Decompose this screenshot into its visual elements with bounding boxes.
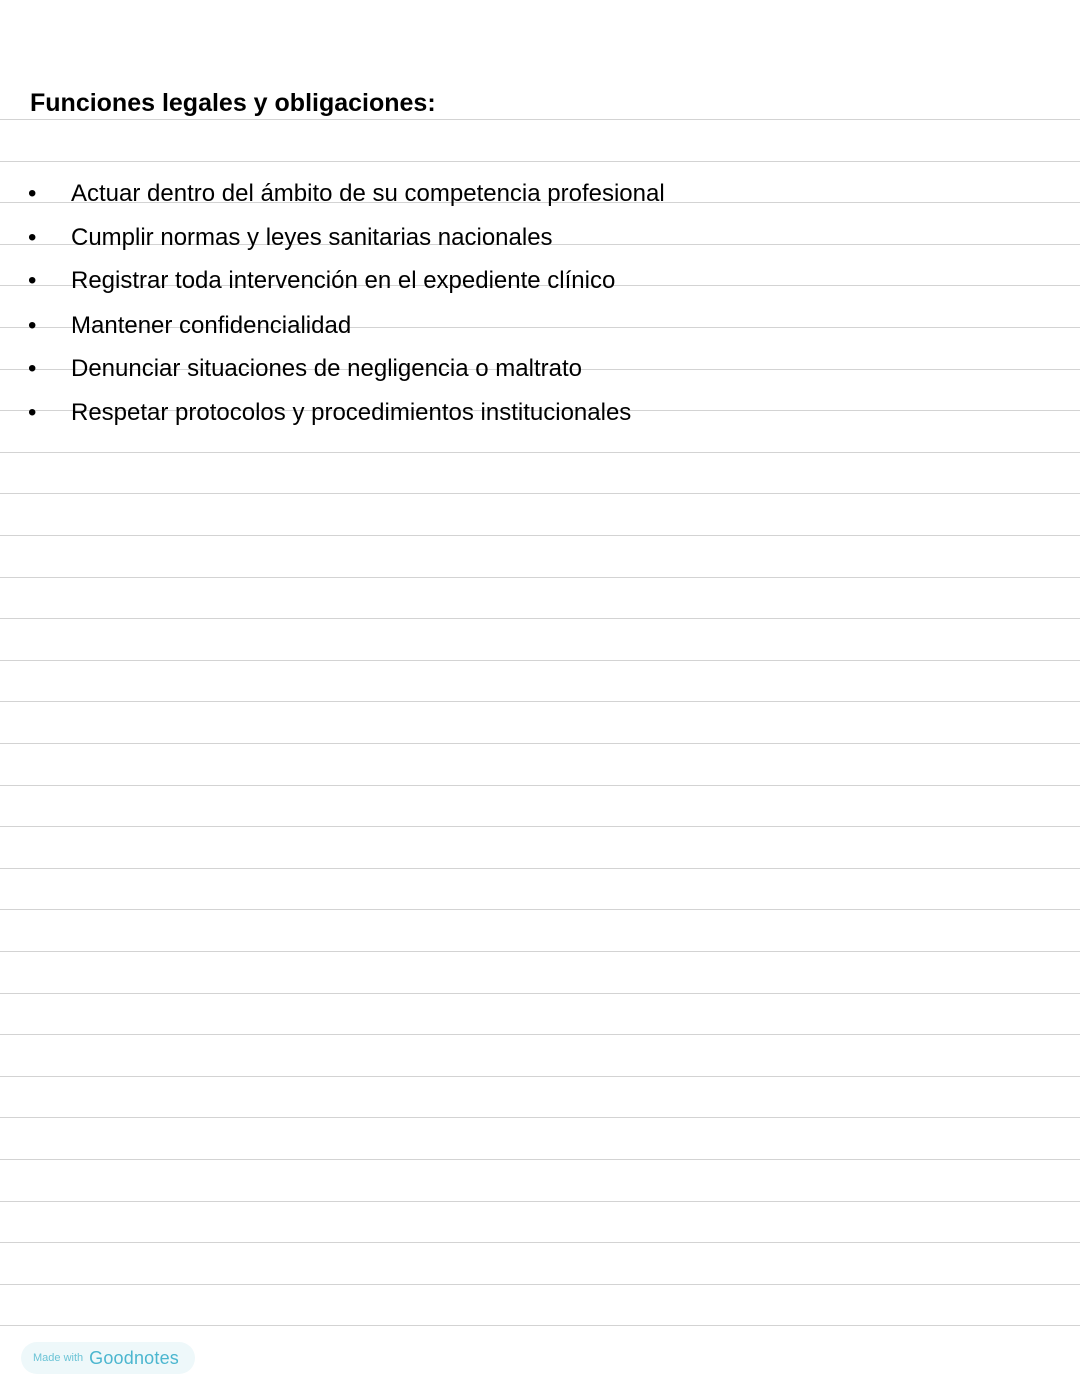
ruled-line <box>0 1284 1080 1285</box>
goodnotes-logo: Goodnotes <box>89 1347 180 1368</box>
badge-prefix: Made with <box>33 1352 84 1364</box>
made-with-goodnotes-badge[interactable] <box>21 1342 195 1374</box>
ruled-line <box>0 743 1080 744</box>
ruled-line <box>0 577 1080 578</box>
ruled-line <box>0 868 1080 869</box>
ruled-line <box>0 1076 1080 1077</box>
ruled-line <box>0 701 1080 702</box>
ruled-line <box>0 785 1080 786</box>
list-item-text: Registrar toda intervención en el expediente clínico <box>71 267 616 294</box>
ruled-line <box>0 161 1080 162</box>
ruled-line <box>0 909 1080 910</box>
ruled-line <box>0 951 1080 952</box>
ruled-line <box>0 493 1080 494</box>
bullet-icon: • <box>28 355 37 382</box>
ruled-line <box>0 1201 1080 1202</box>
bullet-icon: • <box>28 224 37 251</box>
ruled-line <box>0 1159 1080 1160</box>
ruled-line <box>0 826 1080 827</box>
bullet-icon: • <box>28 312 37 339</box>
ruled-line <box>0 535 1080 536</box>
bullet-icon: • <box>28 180 37 207</box>
ruled-line <box>0 660 1080 661</box>
ruled-line <box>0 993 1080 994</box>
ruled-line <box>0 1325 1080 1326</box>
list-item-text: Mantener confidencialidad <box>71 312 352 339</box>
list-item-text: Respetar protocolos y procedimientos institucionales <box>71 399 632 426</box>
list-item-text: Denunciar situaciones de negligencia o maltrato <box>71 355 582 382</box>
list-item-text: Cumplir normas y leyes sanitarias nacionales <box>71 224 553 251</box>
ruled-line <box>0 452 1080 453</box>
list-item-text: Actuar dentro del ámbito de su competencia profesional <box>71 180 665 207</box>
ruled-line <box>0 1117 1080 1118</box>
ruled-line <box>0 1242 1080 1243</box>
ruled-line <box>0 1034 1080 1035</box>
page-title: Funciones legales y obligaciones: <box>30 89 436 117</box>
bullet-icon: • <box>28 267 37 294</box>
ruled-line <box>0 618 1080 619</box>
bullet-icon: • <box>28 399 37 426</box>
